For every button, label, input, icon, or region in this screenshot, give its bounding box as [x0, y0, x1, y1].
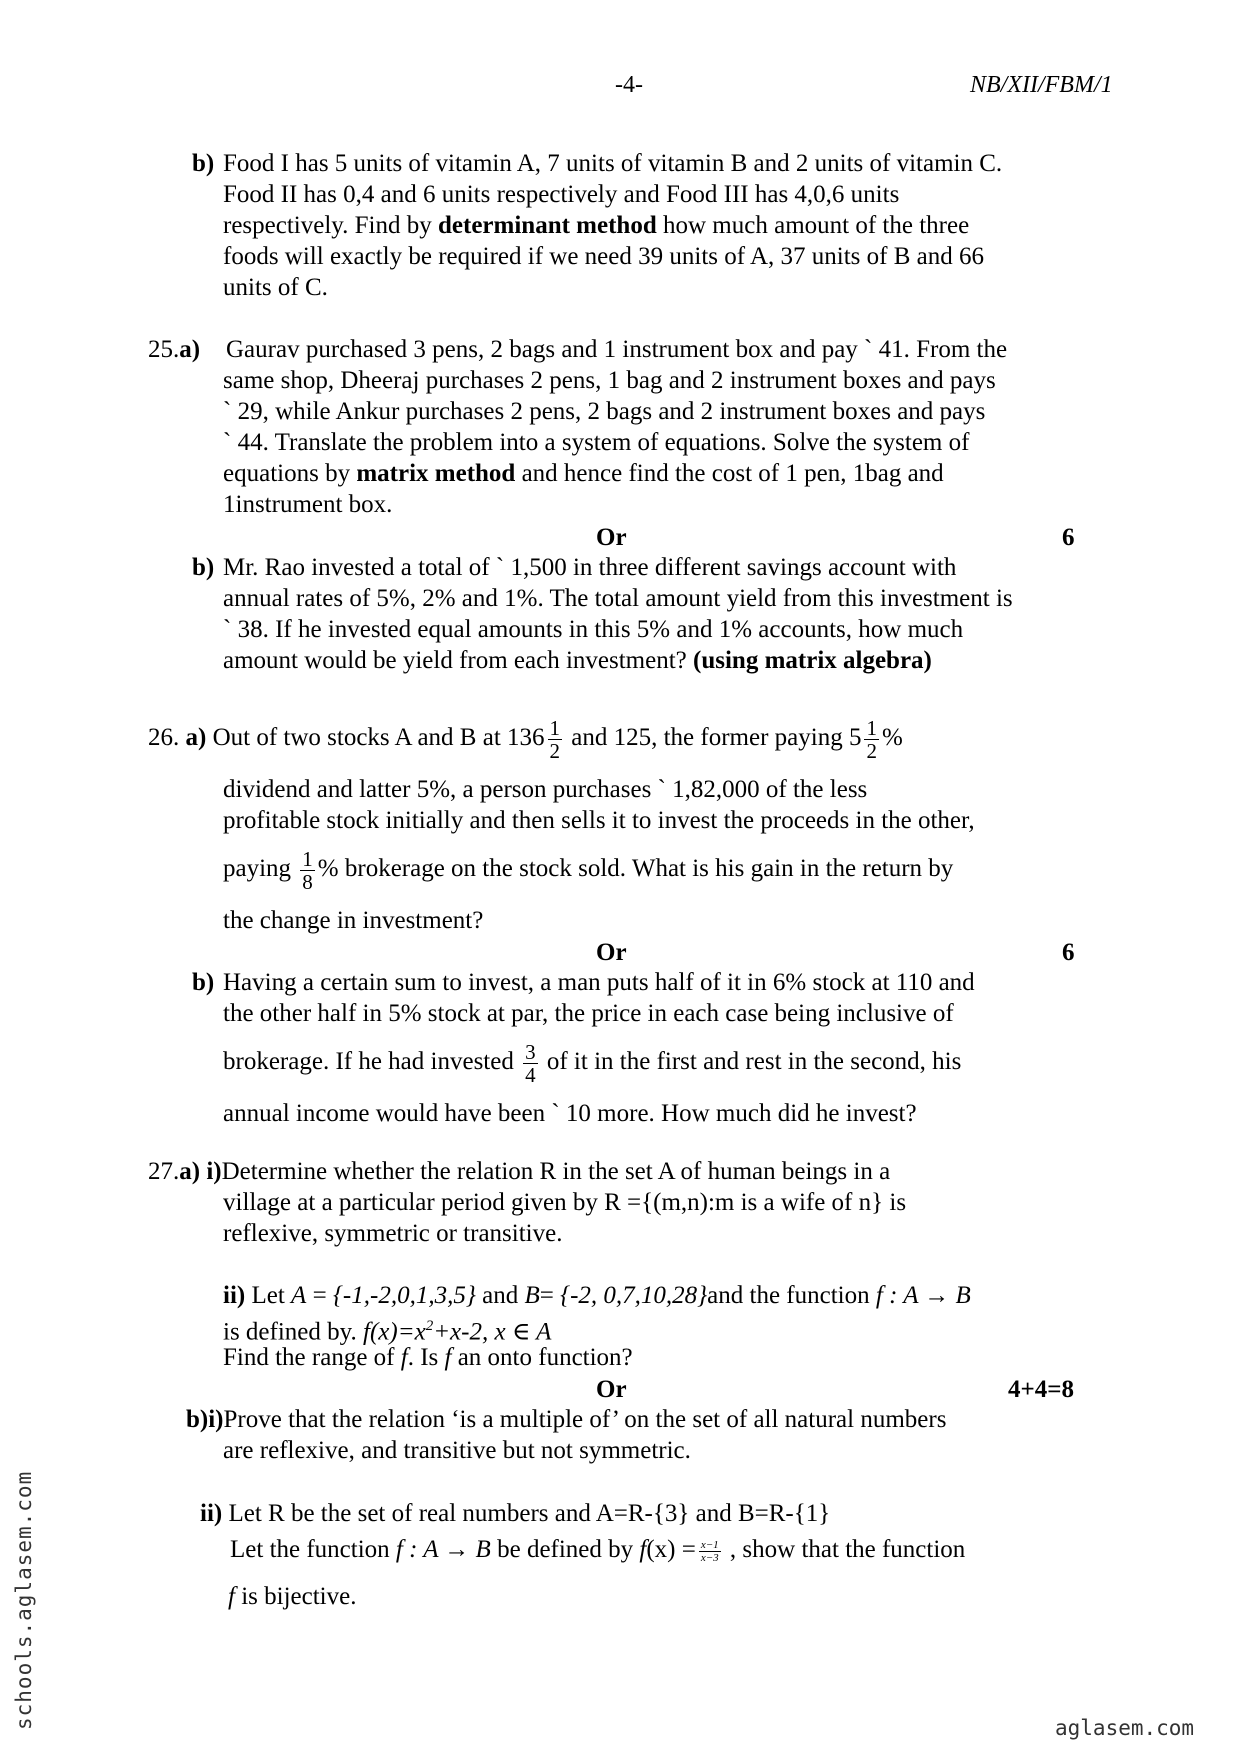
page-number: -4-: [615, 72, 643, 98]
text-line: ii) Let R be the set of real numbers and A=R-{3} and B=R-{1}: [200, 1500, 831, 1527]
text-line: Mr. Rao invested a total of ` 1,500 in three different savings account with: [223, 554, 957, 581]
text-line: equations by matrix method and hence find the cost of 1 pen, 1bag and: [223, 460, 944, 487]
paper-code: NB/XII/FBM/1: [970, 72, 1113, 98]
text-line: ` 38. If he invested equal amounts in this 5% and 1% accounts, how much: [223, 616, 964, 643]
or-separator: Or: [596, 524, 627, 551]
text-line: amount would be yield from each investment? (using matrix algebra): [223, 647, 932, 674]
fraction: $\frac{1}{2}$: [549, 715, 561, 763]
text-line: 1instrument box.: [223, 491, 393, 518]
text-line: profitable stock initially and then sells it to invest the proceeds in the other,: [223, 807, 975, 834]
text-line: the other half in 5% stock at par, the price in each case being inclusive of: [223, 1000, 954, 1027]
text-line: reflexive, symmetric or transitive.: [223, 1220, 563, 1247]
fraction: $\frac{x-1}{x-3}$: [700, 1538, 719, 1564]
text-line: same shop, Dheeraj purchases 2 pens, 1 bag and 2 instrument boxes and pays: [223, 367, 996, 394]
text-line: Food II has 0,4 and 6 units respectively and Food III has 4,0,6 units: [223, 181, 900, 208]
text-line: respectively. Find by determinant method how much amount of the three: [223, 212, 970, 239]
option-label: b): [192, 150, 215, 177]
fraction: $\frac{1}{8}$: [302, 846, 313, 894]
question-number: 27.a) i)Determine whether the relation R in the set A of human beings in a: [148, 1158, 891, 1185]
text-line: annual income would have been ` 10 more. How much did he invest?: [223, 1100, 917, 1127]
text-line: Gaurav purchased 3 pens, 2 bags and 1 instrument box and pay ` 41. From the: [226, 336, 1008, 363]
text-line: Food I has 5 units of vitamin A, 7 units of vitamin B and 2 units of vitamin C.: [223, 150, 1003, 177]
text-line: units of C.: [223, 274, 328, 301]
text-line: ii) Let A = {-1,-2,0,1,3,5} and B= {-2, 0,7,10,28}and the function f : A → B: [223, 1282, 971, 1309]
text-line: village at a particular period given by R ={(m,n):m is a wife of n} is: [223, 1189, 907, 1216]
question-number: 25.a): [148, 336, 201, 363]
text-line: the change in investment?: [223, 907, 484, 934]
text-line: 26. a) Out of two stocks A and B at 136 $\frac{1}{2}$ and 125, the former paying 5 $\frac{1}{2}$ %: [148, 715, 903, 763]
text-line: Having a certain sum to invest, a man puts half of it in 6% stock at 110 and: [223, 969, 975, 996]
option-label: b): [192, 969, 215, 996]
option-label: b): [192, 554, 215, 581]
text-line: annual rates of 5%, 2% and 1%. The total amount yield from this investment is: [223, 585, 1013, 612]
footer-watermark: aglasem.com: [1055, 1716, 1195, 1740]
text-line: f is bijective.: [228, 1583, 357, 1610]
fraction: $\frac{3}{4}$: [525, 1039, 536, 1087]
text-line: foods will exactly be required if we need 39 units of A, 37 units of B and 66: [223, 243, 984, 270]
text-line: Let the function f : A → B be defined by f(x) = $\frac{x-1}{x-3}$ , show that the function: [230, 1536, 966, 1564]
text-line: brokerage. If he had invested $\frac{3}{4}$ of it in the first and rest in the second, his: [223, 1039, 962, 1087]
or-separator: Or: [596, 939, 627, 966]
text-line: Find the range of f. Is f an onto function?: [223, 1344, 633, 1371]
text-line: dividend and latter 5%, a person purchases ` 1,82,000 of the less: [223, 776, 868, 803]
text-line: b)i)Prove that the relation ‘is a multiple of’ on the set of all natural numbers: [186, 1406, 947, 1433]
text-line: ` 44. Translate the problem into a system of equations. Solve the system of: [223, 429, 970, 456]
marks: 4+4=8: [1008, 1376, 1074, 1403]
text-line: ` 29, while Ankur purchases 2 pens, 2 bags and 2 instrument boxes and pays: [223, 398, 986, 425]
text-line: paying $\frac{1}{8}$ % brokerage on the stock sold. What is his gain in the return by: [223, 846, 954, 894]
side-watermark: schools.aglasem.com: [12, 1470, 36, 1730]
text-line: is defined by. $f(x)=x^2+x-2$, x ∈ A: [223, 1318, 552, 1346]
fraction: $\frac{1}{2}$: [866, 715, 877, 763]
marks: 6: [1062, 939, 1075, 966]
text-line: are reflexive, and transitive but not symmetric.: [223, 1437, 691, 1464]
marks: 6: [1062, 524, 1075, 551]
or-separator: Or: [596, 1376, 627, 1403]
